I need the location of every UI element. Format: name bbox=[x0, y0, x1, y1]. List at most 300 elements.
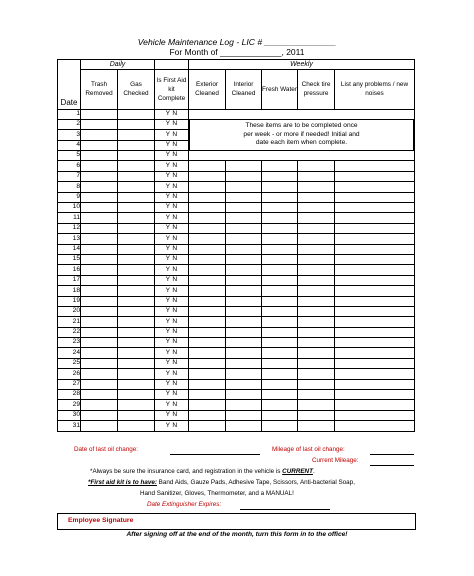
weekly-cell[interactable] bbox=[226, 338, 262, 348]
weekly-cell[interactable] bbox=[226, 254, 262, 264]
weekly-cell[interactable] bbox=[298, 327, 335, 337]
table-row bbox=[58, 182, 415, 192]
trash-cell[interactable] bbox=[81, 369, 118, 379]
table-row bbox=[58, 286, 415, 296]
gas-cell[interactable] bbox=[118, 348, 155, 358]
weekly-cell[interactable] bbox=[189, 410, 226, 420]
first-aid-yn-cell[interactable]: Y N bbox=[155, 327, 189, 337]
trash-cell[interactable] bbox=[81, 286, 118, 296]
table-row bbox=[58, 223, 415, 233]
weekly-cell[interactable] bbox=[298, 213, 335, 223]
weekly-cell[interactable] bbox=[226, 379, 262, 389]
weekly-cell[interactable] bbox=[262, 327, 298, 337]
first-aid-yn-cell[interactable]: Y N bbox=[155, 421, 189, 431]
weekly-cell[interactable] bbox=[335, 296, 415, 306]
weekly-cell[interactable] bbox=[226, 161, 262, 171]
weekly-cell[interactable] bbox=[335, 265, 415, 275]
weekly-cell[interactable] bbox=[298, 379, 335, 389]
weekly-cell[interactable] bbox=[262, 192, 298, 202]
day-number: 8 bbox=[58, 182, 81, 192]
table-row bbox=[58, 348, 415, 358]
day-number: 3 bbox=[58, 130, 81, 140]
current-mileage-field[interactable] bbox=[370, 465, 414, 466]
weekly-cell[interactable] bbox=[298, 306, 335, 316]
weekly-cell[interactable] bbox=[298, 286, 335, 296]
weekly-cell[interactable] bbox=[189, 306, 226, 316]
day-number: 16 bbox=[58, 265, 81, 275]
column-header: Gas Checked bbox=[118, 70, 155, 110]
weekly-cell[interactable] bbox=[335, 234, 415, 244]
weekly-cell[interactable] bbox=[335, 369, 415, 379]
weekly-cell[interactable] bbox=[298, 171, 335, 181]
weekly-note-line: date each item when complete. bbox=[255, 139, 348, 147]
first-aid-yn-cell[interactable]: Y N bbox=[155, 223, 189, 233]
day-number: 1 bbox=[58, 109, 81, 119]
weekly-note-line: per week - or more if needed! Initial and bbox=[243, 130, 360, 138]
first-aid-yn-cell[interactable]: Y N bbox=[155, 140, 189, 150]
table-row bbox=[58, 390, 415, 400]
first-aid-yn-cell[interactable]: Y N bbox=[155, 265, 189, 275]
weekly-cell[interactable] bbox=[262, 369, 298, 379]
trash-cell[interactable] bbox=[81, 234, 118, 244]
first-aid-yn-cell[interactable]: Y N bbox=[155, 379, 189, 389]
weekly-cell[interactable] bbox=[226, 244, 262, 254]
first-aid-yn-cell[interactable]: Y N bbox=[155, 161, 189, 171]
trash-cell[interactable] bbox=[81, 203, 118, 213]
weekly-cell[interactable] bbox=[189, 296, 226, 306]
weekly-cell[interactable] bbox=[335, 275, 415, 285]
weekly-cell[interactable] bbox=[262, 286, 298, 296]
weekly-cell[interactable] bbox=[262, 265, 298, 275]
weekly-cell[interactable] bbox=[262, 338, 298, 348]
mileage-oil-change-label: Mileage of last oil change: bbox=[272, 446, 345, 453]
corner-cell bbox=[58, 60, 81, 70]
date-header: Date bbox=[58, 70, 81, 110]
gas-cell[interactable] bbox=[118, 109, 155, 119]
weekly-cell[interactable] bbox=[262, 390, 298, 400]
gas-cell[interactable] bbox=[118, 119, 155, 129]
weekly-cell[interactable] bbox=[262, 275, 298, 285]
gas-cell[interactable] bbox=[118, 369, 155, 379]
weekly-cell[interactable] bbox=[298, 421, 335, 431]
weekly-cell[interactable] bbox=[226, 306, 262, 316]
table-row bbox=[58, 192, 415, 202]
log-title: Vehicle Maintenance Log - LIC # _______________ bbox=[137, 37, 337, 47]
mileage-oil-change-field[interactable] bbox=[370, 454, 414, 455]
table-row bbox=[58, 234, 415, 244]
weekly-cell[interactable] bbox=[335, 306, 415, 316]
trash-cell[interactable] bbox=[81, 151, 118, 161]
first-aid-yn-cell[interactable]: Y N bbox=[155, 234, 189, 244]
table-row bbox=[58, 358, 415, 368]
gas-cell[interactable] bbox=[118, 275, 155, 285]
weekly-cell[interactable] bbox=[298, 348, 335, 358]
weekly-cell[interactable] bbox=[189, 421, 226, 431]
insurance-suffix: . bbox=[312, 468, 315, 475]
insurance-text: *Always be sure the insurance card, and registration in the vehicle is bbox=[90, 468, 283, 475]
extinguisher-label: Date Extinguisher Expires: bbox=[147, 501, 222, 508]
trash-cell[interactable] bbox=[81, 119, 118, 129]
table-row bbox=[58, 327, 415, 337]
day-number: 26 bbox=[58, 369, 81, 379]
weekly-cell[interactable] bbox=[298, 338, 335, 348]
weekly-cell[interactable] bbox=[335, 254, 415, 264]
first-aid-yn-cell[interactable]: Y N bbox=[155, 275, 189, 285]
first-aid-yn-cell[interactable]: Y N bbox=[155, 400, 189, 410]
weekly-cell[interactable] bbox=[226, 348, 262, 358]
table-row bbox=[58, 254, 415, 264]
first-aid-yn-cell[interactable]: Y N bbox=[155, 296, 189, 306]
first-aid-note bbox=[88, 479, 355, 486]
signature-box[interactable] bbox=[57, 513, 416, 530]
gas-cell[interactable] bbox=[118, 223, 155, 233]
first-aid-yn-cell[interactable]: Y N bbox=[155, 182, 189, 192]
weekly-cell[interactable] bbox=[189, 317, 226, 327]
weekly-cell[interactable] bbox=[226, 369, 262, 379]
first-aid-yn-cell[interactable]: Y N bbox=[155, 410, 189, 420]
weekly-cell[interactable] bbox=[189, 400, 226, 410]
trash-cell[interactable] bbox=[81, 327, 118, 337]
gas-cell[interactable] bbox=[118, 410, 155, 420]
gas-cell[interactable] bbox=[118, 151, 155, 161]
weekly-cell[interactable] bbox=[298, 369, 335, 379]
weekly-note-box bbox=[189, 119, 414, 151]
day-number: 27 bbox=[58, 379, 81, 389]
trash-cell[interactable] bbox=[81, 390, 118, 400]
weekly-cell[interactable] bbox=[189, 234, 226, 244]
weekly-cell[interactable] bbox=[335, 286, 415, 296]
weekly-cell[interactable] bbox=[226, 358, 262, 368]
weekly-cell[interactable] bbox=[262, 161, 298, 171]
trash-cell[interactable] bbox=[81, 244, 118, 254]
trash-cell[interactable] bbox=[81, 130, 118, 140]
first-aid-yn-cell[interactable]: Y N bbox=[155, 286, 189, 296]
weekly-cell[interactable] bbox=[226, 223, 262, 233]
maintenance-log-table bbox=[57, 59, 415, 432]
weekly-cell[interactable] bbox=[189, 338, 226, 348]
turn-in-instruction: After signing off at the end of the month, turn this form in to the office! bbox=[126, 531, 348, 538]
trash-cell[interactable] bbox=[81, 192, 118, 202]
trash-cell[interactable] bbox=[81, 213, 118, 223]
day-number: 24 bbox=[58, 348, 81, 358]
column-header: Is First Aid kit Complete bbox=[155, 70, 189, 110]
extinguisher-field[interactable] bbox=[240, 509, 330, 510]
trash-cell[interactable] bbox=[81, 348, 118, 358]
day-number: 21 bbox=[58, 317, 81, 327]
day-number: 20 bbox=[58, 306, 81, 316]
gas-cell[interactable] bbox=[118, 379, 155, 389]
weekly-cell[interactable] bbox=[298, 358, 335, 368]
weekly-cell[interactable] bbox=[189, 348, 226, 358]
first-aid-yn-cell[interactable]: Y N bbox=[155, 254, 189, 264]
day-number: 12 bbox=[58, 223, 81, 233]
weekly-note-cell bbox=[189, 109, 415, 161]
weekly-cell[interactable] bbox=[262, 400, 298, 410]
weekly-cell[interactable] bbox=[298, 296, 335, 306]
weekly-cell[interactable] bbox=[262, 306, 298, 316]
weekly-cell[interactable] bbox=[335, 203, 415, 213]
weekly-cell[interactable] bbox=[298, 410, 335, 420]
column-header: Check tire pressure bbox=[298, 70, 335, 110]
first-aid-label: *First aid kit is to have: bbox=[88, 479, 157, 486]
weekly-cell[interactable] bbox=[335, 182, 415, 192]
first-aid-yn-cell[interactable]: Y N bbox=[155, 306, 189, 316]
group-daily: Daily bbox=[81, 60, 155, 70]
trash-cell[interactable] bbox=[81, 109, 118, 119]
weekly-cell[interactable] bbox=[262, 234, 298, 244]
trash-cell[interactable] bbox=[81, 275, 118, 285]
table-row bbox=[58, 296, 415, 306]
first-aid-yn-cell[interactable]: Y N bbox=[155, 171, 189, 181]
weekly-cell[interactable] bbox=[226, 410, 262, 420]
weekly-cell[interactable] bbox=[226, 171, 262, 181]
signature-label: Employee Signature bbox=[68, 517, 134, 524]
weekly-cell[interactable] bbox=[189, 203, 226, 213]
weekly-cell[interactable] bbox=[335, 192, 415, 202]
trash-cell[interactable] bbox=[81, 410, 118, 420]
weekly-cell[interactable] bbox=[226, 234, 262, 244]
weekly-cell[interactable] bbox=[335, 327, 415, 337]
first-aid-yn-cell[interactable]: Y N bbox=[155, 192, 189, 202]
gas-cell[interactable] bbox=[118, 286, 155, 296]
weekly-cell[interactable] bbox=[262, 358, 298, 368]
weekly-cell[interactable] bbox=[298, 161, 335, 171]
weekly-cell[interactable] bbox=[335, 213, 415, 223]
gas-cell[interactable] bbox=[118, 358, 155, 368]
trash-cell[interactable] bbox=[81, 182, 118, 192]
day-number: 30 bbox=[58, 410, 81, 420]
gas-cell[interactable] bbox=[118, 327, 155, 337]
gas-cell[interactable] bbox=[118, 130, 155, 140]
table-row bbox=[58, 161, 415, 171]
weekly-cell[interactable] bbox=[189, 286, 226, 296]
weekly-cell[interactable] bbox=[189, 327, 226, 337]
weekly-cell[interactable] bbox=[189, 161, 226, 171]
trash-cell[interactable] bbox=[81, 421, 118, 431]
gas-cell[interactable] bbox=[118, 244, 155, 254]
table-row bbox=[58, 109, 415, 119]
weekly-cell[interactable] bbox=[226, 286, 262, 296]
first-aid-yn-cell[interactable]: Y N bbox=[155, 369, 189, 379]
weekly-cell[interactable] bbox=[335, 171, 415, 181]
gas-cell[interactable] bbox=[118, 182, 155, 192]
weekly-cell[interactable] bbox=[298, 223, 335, 233]
table-row bbox=[58, 421, 415, 431]
trash-cell[interactable] bbox=[81, 338, 118, 348]
weekly-cell[interactable] bbox=[335, 390, 415, 400]
day-number: 13 bbox=[58, 234, 81, 244]
gas-cell[interactable] bbox=[118, 390, 155, 400]
weekly-cell[interactable] bbox=[298, 182, 335, 192]
weekly-cell[interactable] bbox=[189, 171, 226, 181]
weekly-cell[interactable] bbox=[226, 275, 262, 285]
last-oil-change-label: Date of last oil change: bbox=[74, 446, 139, 453]
weekly-cell[interactable] bbox=[262, 296, 298, 306]
trash-cell[interactable] bbox=[81, 306, 118, 316]
weekly-cell[interactable] bbox=[262, 223, 298, 233]
trash-cell[interactable] bbox=[81, 358, 118, 368]
weekly-cell[interactable] bbox=[335, 244, 415, 254]
first-aid-yn-cell[interactable]: Y N bbox=[155, 109, 189, 119]
weekly-cell[interactable] bbox=[189, 358, 226, 368]
trash-cell[interactable] bbox=[81, 317, 118, 327]
trash-cell[interactable] bbox=[81, 254, 118, 264]
weekly-cell[interactable] bbox=[226, 390, 262, 400]
weekly-cell[interactable] bbox=[335, 421, 415, 431]
weekly-cell[interactable] bbox=[335, 338, 415, 348]
weekly-cell[interactable] bbox=[189, 223, 226, 233]
table-row bbox=[58, 265, 415, 275]
weekly-cell[interactable] bbox=[262, 182, 298, 192]
table-row bbox=[58, 379, 415, 389]
weekly-cell[interactable] bbox=[262, 171, 298, 181]
trash-cell[interactable] bbox=[81, 400, 118, 410]
weekly-cell[interactable] bbox=[189, 390, 226, 400]
weekly-cell[interactable] bbox=[226, 317, 262, 327]
first-aid-yn-cell[interactable]: Y N bbox=[155, 203, 189, 213]
gas-cell[interactable] bbox=[118, 192, 155, 202]
trash-cell[interactable] bbox=[81, 296, 118, 306]
first-aid-yn-cell[interactable]: Y N bbox=[155, 390, 189, 400]
weekly-cell[interactable] bbox=[298, 317, 335, 327]
weekly-cell[interactable] bbox=[262, 244, 298, 254]
weekly-cell[interactable] bbox=[189, 182, 226, 192]
column-header: Interior Cleaned bbox=[226, 70, 262, 110]
insurance-current: CURRENT bbox=[282, 468, 313, 475]
gas-cell[interactable] bbox=[118, 140, 155, 150]
gas-cell[interactable] bbox=[118, 338, 155, 348]
weekly-cell[interactable] bbox=[262, 254, 298, 264]
first-aid-yn-cell[interactable]: Y N bbox=[155, 213, 189, 223]
weekly-cell[interactable] bbox=[226, 192, 262, 202]
weekly-cell[interactable] bbox=[335, 223, 415, 233]
weekly-cell[interactable] bbox=[262, 410, 298, 420]
first-aid-yn-cell[interactable]: Y N bbox=[155, 130, 189, 140]
weekly-cell[interactable] bbox=[335, 400, 415, 410]
weekly-cell[interactable] bbox=[226, 203, 262, 213]
first-aid-yn-cell[interactable]: Y N bbox=[155, 348, 189, 358]
first-aid-yn-cell[interactable]: Y N bbox=[155, 244, 189, 254]
weekly-cell[interactable] bbox=[226, 400, 262, 410]
last-oil-change-field[interactable] bbox=[170, 454, 260, 455]
gas-cell[interactable] bbox=[118, 254, 155, 264]
gas-cell[interactable] bbox=[118, 400, 155, 410]
first-aid-yn-cell[interactable]: Y N bbox=[155, 358, 189, 368]
weekly-cell[interactable] bbox=[335, 410, 415, 420]
table-row bbox=[58, 317, 415, 327]
weekly-cell[interactable] bbox=[262, 421, 298, 431]
weekly-cell[interactable] bbox=[226, 327, 262, 337]
weekly-cell[interactable] bbox=[189, 265, 226, 275]
table-row bbox=[58, 338, 415, 348]
weekly-cell[interactable] bbox=[335, 379, 415, 389]
weekly-cell[interactable] bbox=[189, 192, 226, 202]
weekly-cell[interactable] bbox=[335, 358, 415, 368]
weekly-cell[interactable] bbox=[226, 182, 262, 192]
weekly-cell[interactable] bbox=[298, 390, 335, 400]
weekly-cell[interactable] bbox=[298, 265, 335, 275]
trash-cell[interactable] bbox=[81, 265, 118, 275]
weekly-cell[interactable] bbox=[226, 421, 262, 431]
weekly-cell[interactable] bbox=[189, 275, 226, 285]
first-aid-yn-cell[interactable]: Y N bbox=[155, 151, 189, 161]
weekly-cell[interactable] bbox=[262, 213, 298, 223]
weekly-cell[interactable] bbox=[335, 348, 415, 358]
table-row bbox=[58, 213, 415, 223]
day-number: 17 bbox=[58, 275, 81, 285]
weekly-cell[interactable] bbox=[298, 275, 335, 285]
gas-cell[interactable] bbox=[118, 234, 155, 244]
weekly-cell[interactable] bbox=[226, 296, 262, 306]
weekly-cell[interactable] bbox=[298, 234, 335, 244]
table-row bbox=[58, 244, 415, 254]
gas-cell[interactable] bbox=[118, 171, 155, 181]
column-header: Exterior Cleaned bbox=[189, 70, 226, 110]
weekly-cell[interactable] bbox=[189, 369, 226, 379]
weekly-cell[interactable] bbox=[262, 203, 298, 213]
day-number: 10 bbox=[58, 203, 81, 213]
day-number: 11 bbox=[58, 213, 81, 223]
first-aid-yn-cell[interactable]: Y N bbox=[155, 317, 189, 327]
trash-cell[interactable] bbox=[81, 161, 118, 171]
gas-cell[interactable] bbox=[118, 421, 155, 431]
trash-cell[interactable] bbox=[81, 379, 118, 389]
day-number: 28 bbox=[58, 390, 81, 400]
table-row bbox=[58, 369, 415, 379]
weekly-cell[interactable] bbox=[189, 244, 226, 254]
weekly-cell[interactable] bbox=[335, 317, 415, 327]
weekly-cell[interactable] bbox=[226, 265, 262, 275]
first-aid-yn-cell[interactable]: Y N bbox=[155, 338, 189, 348]
gas-cell[interactable] bbox=[118, 306, 155, 316]
day-number: 15 bbox=[58, 254, 81, 264]
weekly-cell[interactable] bbox=[262, 317, 298, 327]
weekly-cell[interactable] bbox=[335, 161, 415, 171]
weekly-cell[interactable] bbox=[189, 379, 226, 389]
day-number: 5 bbox=[58, 151, 81, 161]
table-row bbox=[58, 171, 415, 181]
gas-cell[interactable] bbox=[118, 161, 155, 171]
gas-cell[interactable] bbox=[118, 296, 155, 306]
weekly-cell[interactable] bbox=[226, 213, 262, 223]
gas-cell[interactable] bbox=[118, 203, 155, 213]
day-number: 14 bbox=[58, 244, 81, 254]
first-aid-yn-cell[interactable]: Y N bbox=[155, 119, 189, 129]
weekly-cell[interactable] bbox=[262, 379, 298, 389]
group-weekly: Weekly bbox=[189, 60, 415, 70]
table-row bbox=[58, 410, 415, 420]
weekly-note-line: These items are to be completed once bbox=[245, 122, 358, 130]
gas-cell[interactable] bbox=[118, 317, 155, 327]
weekly-cell[interactable] bbox=[189, 254, 226, 264]
trash-cell[interactable] bbox=[81, 171, 118, 181]
gas-cell[interactable] bbox=[118, 265, 155, 275]
trash-cell[interactable] bbox=[81, 140, 118, 150]
weekly-cell[interactable] bbox=[298, 192, 335, 202]
day-number: 29 bbox=[58, 400, 81, 410]
weekly-cell[interactable] bbox=[189, 213, 226, 223]
day-number: 22 bbox=[58, 327, 81, 337]
weekly-cell[interactable] bbox=[298, 400, 335, 410]
column-header: Trash Removed bbox=[81, 70, 118, 110]
weekly-cell[interactable] bbox=[298, 203, 335, 213]
weekly-cell[interactable] bbox=[298, 244, 335, 254]
trash-cell[interactable] bbox=[81, 223, 118, 233]
gas-cell[interactable] bbox=[118, 213, 155, 223]
weekly-cell[interactable] bbox=[298, 254, 335, 264]
weekly-cell[interactable] bbox=[262, 348, 298, 358]
day-number: 18 bbox=[58, 286, 81, 296]
